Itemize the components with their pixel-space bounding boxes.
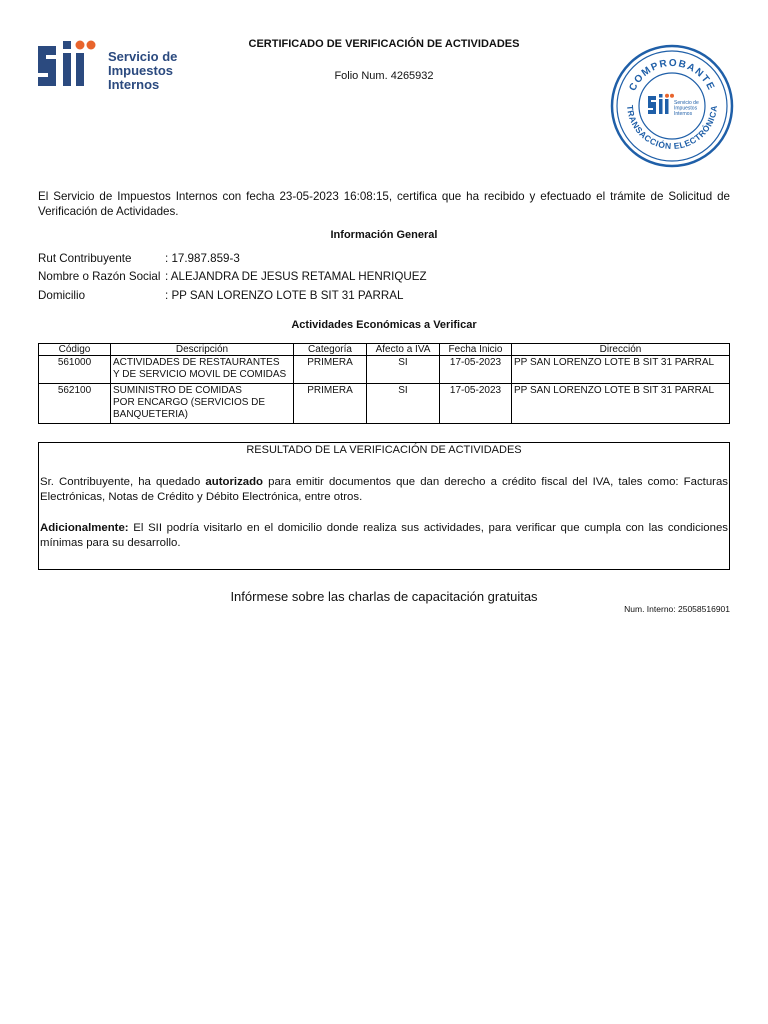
cell-fecha: 17-05-2023 — [440, 384, 512, 424]
col-header-categoria: Categoría — [294, 344, 367, 356]
stamp-inner-line-2: Impuestos — [674, 105, 698, 112]
cell-categoria: PRIMERA — [294, 384, 367, 424]
stamp-bottom-text: TRANSACCIÓN ELECTRÓNICA — [624, 104, 720, 152]
cell-categoria: PRIMERA — [294, 356, 367, 384]
result-title: RESULTADO DE LA VERIFICACIÓN DE ACTIVIDADES — [246, 444, 522, 456]
cell-direccion: PP SAN LORENZO LOTE B SIT 31 PARRAL — [512, 384, 730, 424]
descripcion-line: SUMINISTRO DE COMIDAS — [113, 385, 242, 396]
svg-text:COMPROBANTE — [627, 58, 716, 93]
col-header-fecha: Fecha Inicio — [440, 344, 512, 356]
internal-number: Num. Interno: 25058516901 — [624, 604, 730, 614]
info-label: Rut Contribuyente — [38, 252, 132, 265]
table-row — [39, 356, 730, 384]
additional-emphasis: Adicionalmente: — [40, 522, 129, 534]
result-paragraph-authorized — [40, 475, 728, 505]
logo-line-1: Servicio de — [108, 49, 178, 64]
col-header-direccion: Dirección — [512, 344, 730, 356]
intro-paragraph: El Servicio de Impuestos Internos con fecha 23-05-2023 16:08:15, certifica que ha recibido y efectuado el trámite de Solicitud de Verificación de Actividades. — [38, 190, 730, 218]
descripcion-line: POR ENCARGO (SERVICIOS DE — [113, 397, 266, 408]
col-header-descripcion: Descripción — [111, 344, 294, 356]
cell-afecto: SI — [367, 356, 440, 384]
cell-fecha: 17-05-2023 — [440, 356, 512, 384]
electronic-transaction-stamp — [610, 44, 734, 168]
cell-descripcion — [111, 384, 294, 424]
stamp-top-text: COMPROBANTE — [627, 57, 717, 93]
result-paragraph-additional — [40, 521, 728, 551]
stamp-inner-line-3: Internos — [674, 111, 693, 117]
info-value: : PP SAN LORENZO LOTE B SIT 31 PARRAL — [165, 289, 404, 302]
folio-label: Folio Num. — [334, 70, 388, 82]
info-label: Domicilio — [38, 289, 86, 302]
col-header-afecto: Afecto a IVA — [367, 344, 440, 356]
certificate-title: CERTIFICADO DE VERIFICACIÓN DE ACTIVIDADES — [248, 38, 520, 50]
info-value: : 17.987.859-3 — [165, 252, 240, 265]
cell-afecto: SI — [367, 384, 440, 424]
activities-table — [38, 343, 730, 424]
logo-line-3: Internos — [108, 77, 160, 92]
result-text: para emitir documentos que dan derecho a crédito fiscal del IVA, tales como: Facturas Electrónicas, Notas de Crédito y Débito Electrónica, entre otros. — [40, 476, 728, 503]
folio-value: 4265932 — [390, 70, 434, 82]
authorized-emphasis: autorizado — [205, 476, 264, 488]
training-info-text: Infórmese sobre las charlas de capacitación gratuitas — [230, 589, 538, 604]
table-row — [39, 384, 730, 424]
descripcion-line: Y DE SERVICIO MOVIL DE COMIDAS — [113, 369, 287, 380]
cell-codigo: 562100 — [39, 384, 111, 424]
result-text: El SII podría visitarlo en el domicilio donde realiza sus actividades, para verificar que cumpla con las condiciones mínimas para su desarrollo. — [40, 522, 728, 549]
descripcion-line: ACTIVIDADES DE RESTAURANTES — [113, 357, 280, 368]
descripcion-line: BANQUETERIA) — [113, 409, 189, 420]
verification-result-box — [38, 442, 730, 570]
result-text: Sr. Contribuyente, ha quedado — [40, 476, 206, 488]
cell-codigo: 561000 — [39, 356, 111, 384]
info-row-address — [38, 289, 403, 302]
table-header-row — [39, 344, 730, 356]
cell-descripcion — [111, 356, 294, 384]
info-label: Nombre o Razón Social — [38, 270, 161, 283]
general-info-title: Información General — [330, 229, 438, 241]
info-value: : ALEJANDRA DE JESUS RETAMAL HENRIQUEZ — [165, 270, 427, 283]
logo-line-2: Impuestos — [108, 63, 174, 78]
info-row-rut — [38, 252, 240, 265]
cell-direccion: PP SAN LORENZO LOTE B SIT 31 PARRAL — [512, 356, 730, 384]
activities-title: Actividades Económicas a Verificar — [291, 319, 477, 331]
col-header-codigo: Código — [39, 344, 111, 356]
info-row-name — [38, 270, 427, 283]
stamp-seal-icon — [610, 44, 734, 168]
stamp-inner-line-1: Servicio de — [674, 100, 699, 106]
